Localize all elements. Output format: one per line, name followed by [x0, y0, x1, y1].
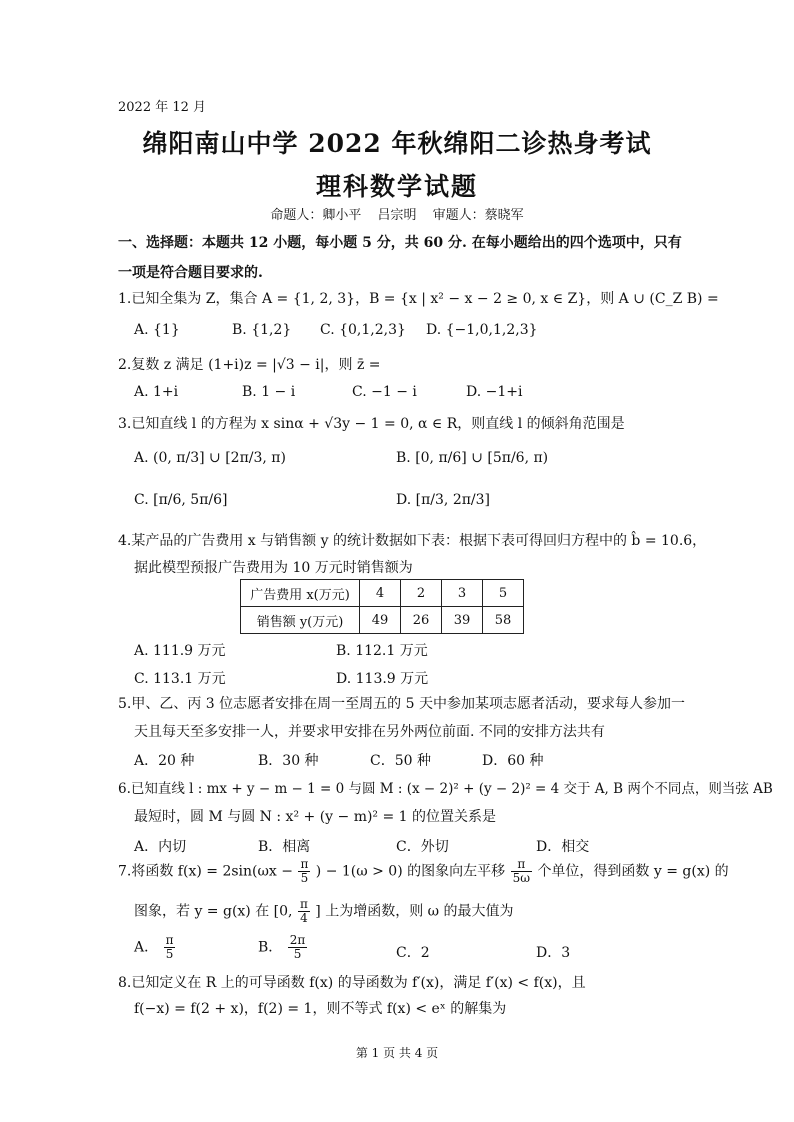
- frac-numerator: π: [300, 857, 309, 871]
- q7-fraction-1: [298, 858, 310, 885]
- question-7-line2: [134, 898, 514, 925]
- exam-authors: [0, 204, 794, 223]
- q1-option-b: B. {1,2}: [232, 322, 292, 338]
- q1-option-c: C. {0,1,2,3}: [320, 322, 406, 338]
- frac-denominator: 5: [165, 947, 174, 961]
- reviewer: 审题人：蔡晓军: [432, 208, 524, 223]
- q4-option-d: D. 113.9 万元: [336, 671, 429, 687]
- q7-text-e: ] 上为增函数，则 ω 的最大值为: [315, 903, 514, 920]
- q4-option-a: A. 111.9 万元: [134, 643, 226, 659]
- question-5-line1: 5.甲、乙、丙 3 位志愿者安排在周一至周五的 5 天中参加某项志愿者活动，要求每人参加一: [118, 696, 685, 712]
- section-heading: 一、选择题：本题共 12 小题，每小题 5 分，共 60 分. 在每小题给出的四个选项中，只有一项是符合题目要求的.: [118, 235, 682, 281]
- table-cell: 3: [442, 580, 483, 607]
- question-3: 3.已知直线 l 的方程为 x sinα + √3y − 1 = 0, α ∈ R，则直线 l 的倾斜角范围是: [118, 416, 625, 432]
- exam-date: 2022 年 12 月: [118, 100, 207, 115]
- author-2: 吕宗明: [377, 208, 417, 223]
- q6-option-a: A．内切: [134, 839, 187, 855]
- q2-option-b: B. 1 − i: [242, 384, 296, 400]
- frac-denominator: 5: [300, 871, 309, 885]
- option-label: A．: [134, 939, 159, 956]
- table-cell: 4: [360, 580, 401, 607]
- frac-denominator: 4: [300, 911, 308, 925]
- q1-option-d: D. {−1,0,1,2,3}: [426, 322, 538, 338]
- frac-numerator: 2π: [289, 933, 306, 947]
- q5-option-d: D．60 种: [482, 753, 544, 769]
- q3-option-c: C. [π/6, 5π/6]: [134, 492, 228, 508]
- author-1: 命题人：卿小平: [270, 208, 362, 223]
- q7-option-a: [134, 934, 176, 961]
- q6-option-c: C．外切: [396, 839, 449, 855]
- q2-option-d: D. −1+i: [466, 384, 523, 400]
- q7-option-c: C．2: [396, 945, 430, 961]
- question-6-line2: 最短时，圆 M 与圆 N : x² + (y − m)² = 1 的位置关系是: [134, 809, 497, 825]
- question-2: 2.复数 z 满足 (1+i)z = |√3 − i|，则 z̄ =: [118, 357, 381, 373]
- frac-denominator: 5: [293, 947, 302, 961]
- frac-numerator: π: [299, 897, 308, 911]
- table-cell: 5: [483, 580, 524, 607]
- frac-numerator: π: [511, 858, 532, 872]
- q5-option-b: B．30 种: [258, 753, 319, 769]
- q3-option-b: B. [0, π/6] ∪ [5π/6, π): [396, 450, 549, 466]
- table-cell: 26: [401, 607, 442, 634]
- question-8-line1: 8.已知定义在 R 上的可导函数 f(x) 的导函数为 f′(x)，满足 f′(x) < f(x)，且: [118, 975, 586, 991]
- table-cell: 2: [401, 580, 442, 607]
- exam-subtitle: 理科数学试题: [315, 172, 478, 201]
- page-footer: 第 1 页 共 4 页: [355, 1046, 439, 1060]
- q2-option-c: C. −1 − i: [352, 384, 417, 400]
- q7-text-a: 7.将函数 f(x) = 2sin(ωx −: [118, 863, 293, 880]
- q5-option-c: C．50 种: [370, 753, 431, 769]
- q7-option-b: [258, 934, 308, 961]
- q7-option-d: D．3: [536, 945, 571, 961]
- frac-numerator: π: [165, 933, 174, 947]
- q6-option-d: D．相交: [536, 839, 590, 855]
- q4-option-b: B. 112.1 万元: [336, 643, 428, 659]
- q5-option-a: A．20 种: [134, 753, 195, 769]
- q1-option-a: A. {1}: [134, 322, 180, 338]
- table-cell: 58: [483, 607, 524, 634]
- frac-denominator: 5ω: [512, 871, 530, 885]
- question-4-line2: 据此模型预报广告费用为 10 万元时销售额为: [134, 560, 413, 576]
- table-row: [241, 580, 524, 607]
- question-4-line1: 4.某产品的广告费用 x 与销售额 y 的统计数据如下表：根据下表可得回归方程中的 b̂ = 10.6，: [118, 533, 707, 549]
- table-cell: 39: [442, 607, 483, 634]
- q6-option-b: B．相离: [258, 839, 311, 855]
- question-7-line1: [118, 858, 729, 885]
- q7-text-d: 图象，若 y = g(x) 在 [0,: [134, 903, 293, 920]
- table-cell: 49: [360, 607, 401, 634]
- q3-option-d: D. [π/3, 2π/3]: [396, 492, 491, 508]
- exam-title: 绵阳南山中学 2022 年秋绵阳二诊热身考试: [142, 129, 652, 158]
- q7-fraction-3: [298, 898, 310, 925]
- q7-text-c: 个单位，得到函数 y = g(x) 的: [537, 863, 729, 880]
- question-6-line1: 6.已知直线 l : mx + y − m − 1 = 0 与圆 M : (x − 2)² + (y − 2)² = 4 交于 A, B 两个不同点，则当弦 AB: [118, 781, 773, 797]
- q3-option-a: A. (0, π/3] ∪ [2π/3, π): [134, 450, 286, 466]
- table-row-header: 广告费用 x(万元): [241, 580, 360, 607]
- q7-text-b: ) − 1(ω > 0) 的图象向左平移: [315, 863, 506, 880]
- option-label: B．: [258, 939, 283, 956]
- stats-table: [240, 579, 524, 634]
- question-8-line2: f(−x) = f(2 + x)，f(2) = 1，则不等式 f(x) < eˣ 的解集为: [134, 1001, 507, 1017]
- table-row: [241, 607, 524, 634]
- q7-option-a-fraction: [164, 934, 176, 961]
- q7-fraction-2: [511, 858, 532, 885]
- q7-option-b-fraction: [288, 934, 308, 961]
- question-1: 1.已知全集为 Z，集合 A = {1, 2, 3}，B = {x | x² − x − 2 ≥ 0, x ∈ Z}，则 A ∪ (C_Z B) =: [118, 291, 719, 307]
- question-5-line2: 天且每天至多安排一人，并要求甲安排在另外两位前面. 不同的安排方法共有: [134, 724, 605, 740]
- table-row-header: 销售额 y(万元): [241, 607, 360, 634]
- q2-option-a: A. 1+i: [134, 384, 179, 400]
- q4-option-c: C. 113.1 万元: [134, 671, 226, 687]
